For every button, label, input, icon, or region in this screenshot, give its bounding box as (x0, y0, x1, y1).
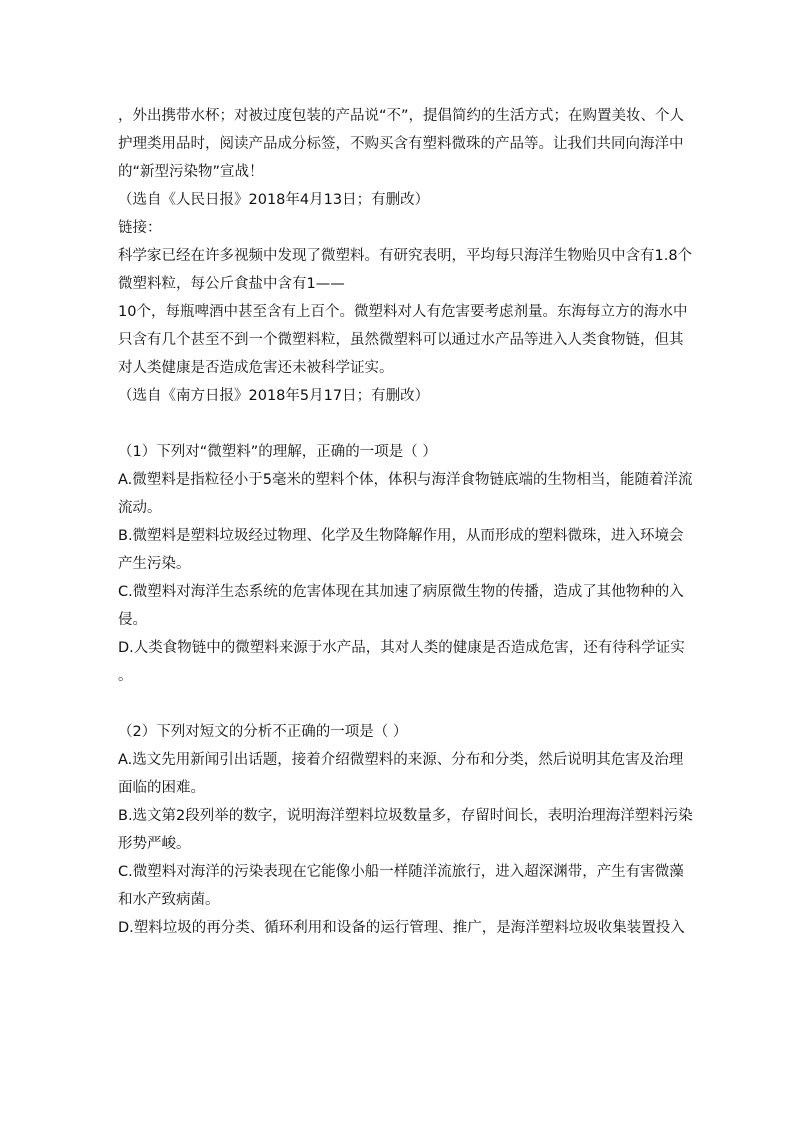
question-2-option-line: D.塑料垃圾的再分类、循环利用和设备的运行管理、推广，是海洋塑料垃圾收集装置投入 (118, 920, 685, 936)
question-1-option-line: 。 (118, 668, 133, 684)
question-2-option-line: A.选文先用新闻引出话题，接着介绍微塑料的来源、分布和分类，然后说明其危害及治理 (118, 752, 684, 768)
spacer (118, 690, 678, 718)
question-1-option-line: B.微塑料是塑料垃圾经过物理、化学及生物降解作用，从而形成的塑料微珠，进入环境会 (118, 528, 684, 544)
question-1-option-line: 侵。 (118, 612, 147, 628)
question-1-option-line: C.微塑料对海洋生态系统的危害体现在其加速了病原微生物的传播，造成了其他物种的入 (118, 584, 684, 600)
article-line: 的“新型污染物”宣战！ (118, 164, 264, 180)
question-1-option-line: A.微塑料是指粒径小于5毫米的塑料个体，体积与海洋食物链底端的生物相当，能随着洋流 (118, 472, 693, 488)
question-2-option-line: 形势严峻。 (118, 836, 191, 852)
question-1-option-line: D.人类食物链中的微塑料来源于水产品，其对人类的健康是否造成危害，还有待科学证实 (118, 640, 685, 656)
link-line: 微塑料粒，每公斤食盐中含有1—— (118, 276, 345, 292)
question-2-option-line: 和水产致病菌。 (118, 892, 220, 908)
link-line: 对人类健康是否造成危害还未被科学证实。 (118, 360, 394, 376)
link-line: 科学家已经在许多视频中发现了微塑料。有研究表明，平均每只海洋生物贻贝中含有1.8个 (118, 248, 693, 264)
link-label: 链接： (118, 220, 162, 236)
question-2-option-line: B.选文第2段列举的数字，说明海洋塑料垃圾数量多，存留时间长，表明治理海洋塑料污染 (118, 808, 693, 824)
question-1-option-line: 产生污染。 (118, 556, 191, 572)
source-citation: （选自《南方日报》2018年5月17日；有删改） (118, 388, 430, 404)
document-body (118, 102, 693, 942)
article-line: ，外出携带水杯；对被过度包装的产品说“不”，提倡简约的生活方式；在购置美妆、个人 (118, 108, 685, 124)
question-1-option-line: 流动。 (118, 500, 162, 516)
source-citation: （选自《人民日报》2018年4月13日；有删改） (118, 192, 430, 208)
link-line: 只含有几个甚至不到一个微塑料粒，虽然微塑料可以通过水产品等进入人类食物链，但其 (118, 332, 684, 348)
question-2-option-line: C.微塑料对海洋的污染表现在它能像小船一样随洋流旅行，进入超深渊带，产生有害微藻 (118, 864, 684, 880)
spacer (118, 410, 678, 438)
article-line: 护理类用品时，阅读产品成分标签，不购买含有塑料微珠的产品等。让我们共同向海洋中 (118, 136, 684, 152)
question-2-stem: （2）下列对短文的分析不正确的一项是（ ） (118, 724, 408, 740)
question-2-option-line: 面临的困难。 (118, 780, 205, 796)
link-line: 10个，每瓶啤酒中甚至含有上百个。微塑料对人有危害要考虑剂量。东海每立方的海水中 (118, 304, 688, 320)
question-1-stem: （1）下列对“微塑料”的理解，正确的一项是（ ） (118, 444, 437, 460)
